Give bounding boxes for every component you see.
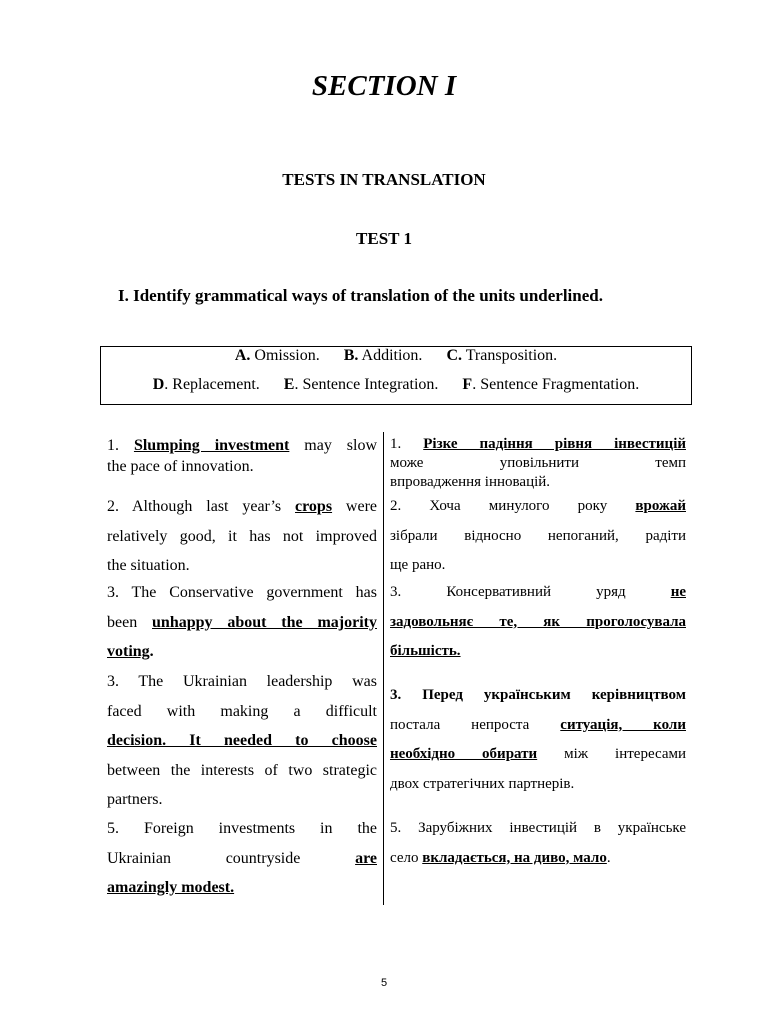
column-divider	[383, 432, 384, 905]
english-item-3: 3. The Conservative government has been unhappy about the majority voting.	[107, 584, 377, 660]
options-row-1	[101, 347, 691, 365]
test-label: TEST 1	[356, 229, 412, 248]
ukrainian-item-2: 2. Хоча минулого року врожай зібрали відносно непоганий, радіти ще рано.	[390, 498, 686, 573]
option-d: D. Replacement.	[152, 376, 260, 393]
english-item-2: 2. Although last year’s crops were relatively good, it has not improved the situation.	[107, 498, 378, 574]
page-number: 5	[380, 977, 388, 989]
option-c: C. Transposition.	[446, 347, 558, 364]
answer-options-box	[100, 346, 692, 405]
option-e: E. Sentence Integration.	[283, 376, 439, 393]
option-f: F. Sentence Fragmentation.	[462, 376, 640, 393]
english-item-1: 1. Slumping investment may slow the pace of innovation.	[107, 437, 377, 475]
ukrainian-item-1: 1. Різке падіння рівня інвестицій може уповільнити темп впровадження інновацій.	[390, 436, 686, 490]
task-instruction: I. Identify grammatical ways of translation of the units underlined.	[118, 286, 603, 305]
options-row-2	[101, 376, 691, 394]
option-b: B. Addition.	[343, 347, 423, 364]
ukrainian-item-5: 5. Зарубіжних інвестицій в українське село вкладається, на диво, мало.	[390, 820, 686, 866]
ukrainian-item-4: 3. Перед українським керівництвом постала непроста ситуація, коли необхідно обирати між інтересами двох стратегічних партнерів.	[390, 687, 687, 792]
option-a: A. Omission.	[234, 347, 320, 364]
english-item-4: 3. The Ukrainian leadership was faced with making a difficult decision. It needed to choose between the interests of two strategic partners.	[107, 673, 377, 808]
ukrainian-item-3: 3. Консервативний уряд не задовольняє те, як проголосувала більшість.	[390, 584, 686, 659]
subtitle: TESTS IN TRANSLATION	[282, 170, 486, 189]
english-item-5: 5. Foreign investments in the Ukrainian countryside are amazingly modest.	[107, 820, 377, 896]
section-title: SECTION I	[311, 70, 457, 102]
